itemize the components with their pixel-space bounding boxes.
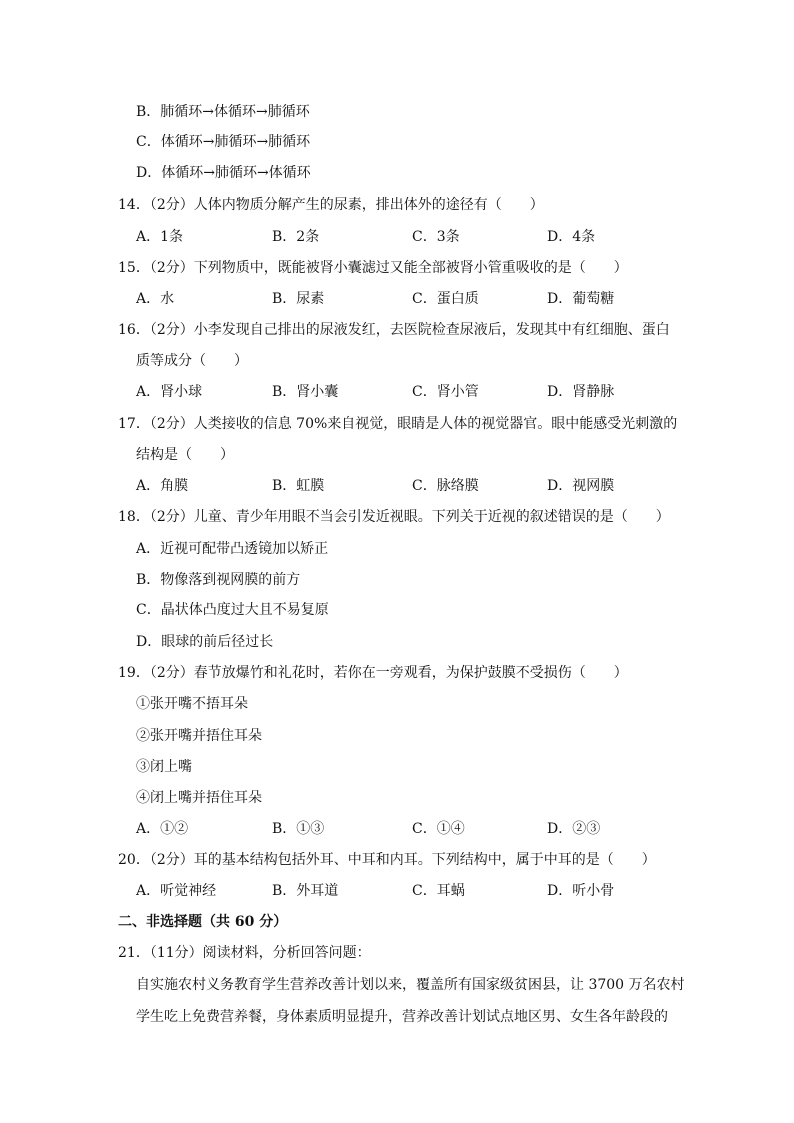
q18-stem: 18．（2分）儿童、青少年用眼不当会引发近视眼。下列关于近视的叙述错误的是（ ） [118,509,670,525]
q20-stem: 20．（2分）耳的基本结构包括外耳、中耳和内耳。下列结构中，属于中耳的是（ ） [118,852,656,868]
q16-option-c: C．肾小管 [412,384,479,400]
q15-option-b: B．尿素 [272,291,325,307]
q19-option-c: C．①④ [412,821,465,837]
q16-option-a: A．肾小球 [136,384,203,400]
q13-option-c: C．体循环→肺循环→肺循环 [136,134,311,150]
q17-option-b: B．虹膜 [272,478,325,494]
q18-option-b: B．物像落到视网膜的前方 [136,572,301,588]
q18-option-a: A．近视可配带凸透镜加以矫正 [136,541,329,557]
q20-option-d: D．听小骨 [547,883,615,899]
q20-option-a: A．听觉神经 [136,883,217,899]
q16-option-d: D．肾静脉 [547,384,615,400]
q21-passage-line2: 学生吃上免费营养餐，身体素质明显提升，营养改善计划试点地区男、女生各年龄段的 [136,1009,668,1025]
q15-stem: 15．（2分）下列物质中，既能被肾小囊滤过又能全部被肾小管重吸收的是（ ） [118,260,628,276]
q14-option-d: D．4条 [547,229,596,245]
q19-item-3: ③闭上嘴 [136,759,192,775]
q19-item-2: ②张开嘴并捂住耳朵 [136,728,262,744]
q15-option-c: C．蛋白质 [412,291,479,307]
q17-stem-line1: 17．（2分）人类接收的信息 70%来自视觉，眼睛是人体的视觉器官。眼中能感受光刺激的 [118,416,678,432]
q13-option-d: D．体循环→肺循环→体循环 [136,165,311,181]
q16-option-b: B．肾小囊 [272,384,339,400]
q20-option-c: C．耳蜗 [412,883,465,899]
q16-stem-line2: 质等成分（ ） [136,353,248,369]
q14-stem: 14．（2分）人体内物质分解产生的尿素，排出体外的途径有（ ） [118,197,544,213]
q19-option-d: D．②③ [547,821,601,837]
q17-stem-line2: 结构是（ ） [136,447,234,463]
q19-option-b: B．①③ [272,821,325,837]
q18-option-d: D．眼球的前后径过长 [136,634,274,650]
section-2-heading: 二、非选择题（共 60 分） [118,914,288,930]
q19-item-1: ①张开嘴不捂耳朵 [136,696,248,712]
q18-option-c: C．晶状体凸度过大且不易复原 [136,602,329,618]
q14-option-b: B．2条 [272,229,320,245]
q16-stem-line1: 16．（2分）小李发现自己排出的尿液发红，去医院检查尿液后，发现其中有红细胞、蛋白 [118,322,670,338]
q14-option-a: A．1条 [136,229,184,245]
q15-option-a: A．水 [136,291,175,307]
q17-option-c: C．脉络膜 [412,478,479,494]
q15-option-d: D．葡萄糖 [547,291,615,307]
q17-option-d: D．视网膜 [547,478,615,494]
q21-stem: 21．（11分）阅读材料，分析回答问题： [118,945,371,961]
q20-option-b: B．外耳道 [272,883,339,899]
q14-option-c: C．3条 [412,229,460,245]
q19-stem: 19．（2分）春节放爆竹和礼花时，若你在一旁观看，为保护鼓膜不受损伤（ ） [118,665,628,681]
q21-passage-line1: 自实施农村义务教育学生营养改善计划以来，覆盖所有国家级贫困县，让 3700 万名农村 [136,977,685,993]
q19-option-a: A．①② [136,821,189,837]
q17-option-a: A．角膜 [136,478,189,494]
q13-option-b: B．肺循环→体循环→肺循环 [136,104,310,120]
q19-item-4: ④闭上嘴并捂住耳朵 [136,790,262,806]
